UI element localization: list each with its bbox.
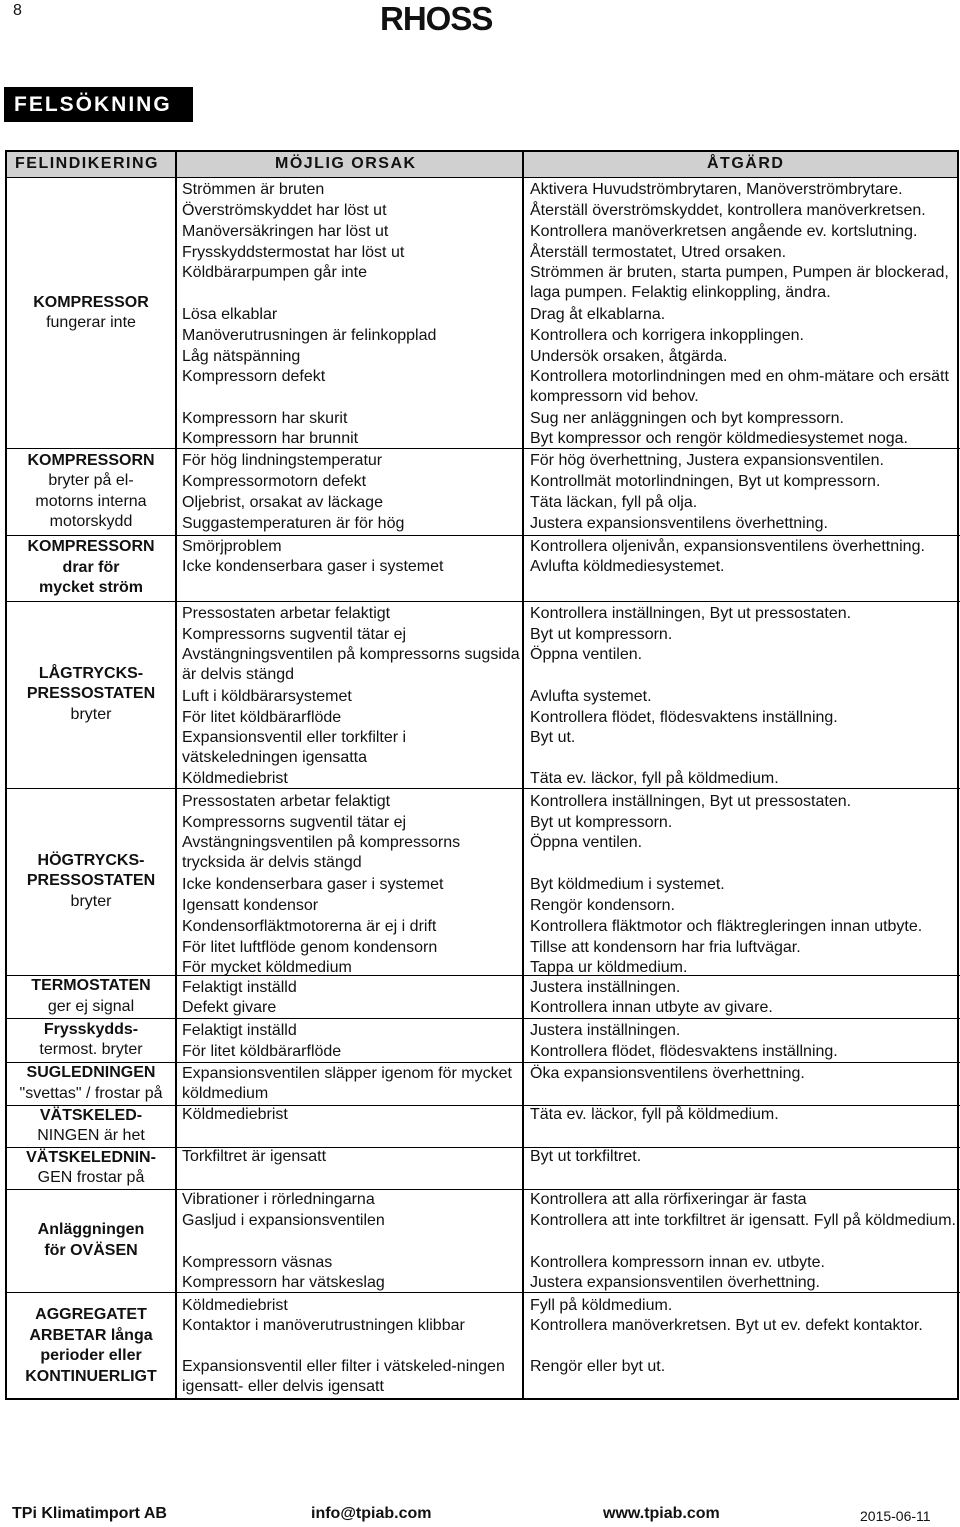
table-row	[7, 1190, 960, 1210]
action-cell: Byt köldmedium i systemet.	[530, 875, 725, 893]
cause-cell: Avstängningsventilen på kompressorns trycksida är delvis stängd	[182, 834, 461, 871]
fault-line: GEN frostar på	[37, 1169, 145, 1186]
fault-group	[7, 601, 960, 789]
footer-website[interactable]: www.tpiab.com	[603, 1505, 720, 1522]
cause-cell: Icke kondenserbara gaser i systemet	[182, 875, 444, 893]
action-cell: Kontrollera inställningen, Byt ut pressostaten.	[530, 604, 852, 622]
action-cell: Avlufta köldmediesystemet.	[530, 558, 725, 575]
cause-cell: Igensatt kondensor	[182, 896, 319, 914]
cause-cell: Icke kondenserbara gaser i systemet	[182, 558, 444, 575]
cause-cell: Torkfiltret är igensatt	[182, 1148, 327, 1165]
table-row	[7, 1147, 960, 1189]
cause-cell: Lösa elkablar	[182, 305, 278, 323]
action-cell: Aktivera Huvudströmbrytaren, Manöverströmbrytare.	[530, 180, 903, 198]
cause-cell: Kontaktor i manöverutrustningen klibbar	[182, 1317, 465, 1334]
fault-line: perioder eller	[40, 1347, 142, 1364]
cause-cell: Låg nätspänning	[182, 347, 301, 365]
action-cell: Öppna ventilen.	[530, 646, 643, 663]
action-cell: För hög överhettning, Justera expansionsventilen.	[530, 451, 884, 469]
cause-cell: Pressostaten arbetar felaktigt	[182, 792, 391, 810]
table-row	[7, 1064, 960, 1104]
table-row	[7, 686, 960, 707]
header-fault: FELINDIKERING	[15, 155, 159, 172]
cause-cell: Expansionsventilen släpper igenom för mycket köldmedium	[182, 1065, 512, 1102]
cause-cell: Expansionsventil eller torkfilter i vätskeledningen igensatta	[182, 729, 407, 766]
action-cell: Återställ överströmskyddet, kontrollera manöverkretsen.	[530, 201, 926, 219]
action-cell: Kontrollera inställningen, Byt ut pressostaten.	[530, 792, 852, 810]
section-title: FELSÖKNING	[4, 87, 193, 122]
page-number: 8	[13, 2, 22, 19]
table-row	[7, 769, 960, 788]
fault-line: TERMOSTATEN	[31, 977, 151, 994]
cause-cell: Kompressorn väsnas	[182, 1253, 333, 1271]
cause-cell: För litet köldbärarflöde	[182, 708, 342, 726]
table-row	[7, 325, 960, 346]
table-row	[7, 263, 960, 303]
table-row	[7, 791, 960, 812]
table-row	[7, 304, 960, 325]
footer-date: 2015-06-11	[860, 1508, 931, 1524]
fault-line: NINGEN är het	[37, 1127, 145, 1144]
table-row	[7, 812, 960, 833]
table-row	[7, 937, 960, 958]
fault-group	[7, 788, 960, 976]
table-row	[7, 557, 960, 601]
cause-cell: Suggastemperaturen är för hög	[182, 514, 405, 532]
table-row	[7, 624, 960, 645]
fault-line: bryter	[70, 892, 112, 910]
fault-line: bryter	[70, 705, 112, 723]
fault-line: ARBETAR långa	[29, 1326, 153, 1344]
action-cell: Återställ termostatet, Utred orsaken.	[530, 243, 787, 261]
cause-cell: Avstängningsventilen på kompressorns sugsida är delvis stängd	[182, 646, 520, 683]
troubleshooting-table	[5, 150, 959, 1400]
action-cell: Byt ut.	[530, 729, 576, 746]
cause-cell: Felaktigt inställd	[182, 978, 297, 996]
fault-line: PRESSOSTATEN	[26, 685, 156, 703]
action-cell: Rengör kondensorn.	[530, 896, 675, 914]
cause-cell: Felaktigt inställd	[182, 1021, 297, 1039]
table-row	[7, 916, 960, 937]
cause-cell: Strömmen är bruten	[182, 180, 325, 198]
action-cell: Strömmen är bruten, starta pumpen, Pumpen är blockerad, laga pumpen. Felaktig elinkoppling, ändra.	[530, 264, 949, 301]
action-cell: Täta ev. läckor, fyll på köldmedium.	[530, 1106, 779, 1123]
cause-cell: Expansionsventil eller filter i vätskeled-ningen igensatt- eller delvis igensatt	[182, 1358, 505, 1395]
action-cell: Rengör eller byt ut.	[530, 1358, 666, 1375]
action-cell: Kontrollera manöverkretsen angående ev. kortslutning.	[530, 222, 918, 240]
header-action: ÅTGÄRD	[707, 155, 785, 172]
fault-line: KOMPRESSOR	[33, 293, 149, 311]
table-row	[7, 1041, 960, 1062]
action-cell: Byt ut kompressorn.	[530, 813, 673, 831]
action-cell: Justera expansionsventilens överhettning.	[530, 514, 828, 532]
cause-cell: Kompressorns sugventil tätar ej	[182, 813, 407, 831]
fault-line: Frysskydds-	[43, 1020, 139, 1038]
table-row	[7, 895, 960, 916]
table-row	[7, 1211, 960, 1251]
cause-cell: Manöversäkringen har löst ut	[182, 222, 389, 240]
fault-group	[7, 1105, 960, 1148]
action-cell: Sug ner anläggningen och byt kompressorn.	[530, 409, 844, 427]
fault-line: SUGLEDNINGEN	[26, 1064, 156, 1081]
table-row	[7, 998, 960, 1018]
fault-line: Anläggningen	[37, 1221, 145, 1238]
fault-line: KOMPRESSORN	[27, 538, 155, 556]
cause-cell: Kompressormotorn defekt	[182, 472, 367, 490]
fault-group	[7, 448, 960, 536]
fault-line: fungerar inte	[46, 314, 136, 331]
action-cell: Kontrollera att alla rörfixeringar är fasta	[530, 1191, 807, 1208]
table-header	[7, 152, 957, 178]
table-row	[7, 1273, 960, 1292]
table-row	[7, 1105, 960, 1147]
cause-cell: För litet köldbärarflöde	[182, 1042, 342, 1060]
fault-line: bryter på el-	[48, 472, 134, 489]
fault-group	[7, 1018, 960, 1063]
table-row	[7, 471, 960, 492]
action-cell: Kontrollera att inte torkfiltret är igensatt. Fyll på köldmedium.	[530, 1212, 956, 1229]
table-row	[7, 429, 960, 448]
cause-cell: För litet luftflöde genom kondensorn	[182, 938, 438, 956]
cause-cell: Vibrationer i rörledningarna	[182, 1191, 375, 1208]
fault-line: motorns interna	[35, 492, 147, 510]
action-cell: Justera inställningen.	[530, 1021, 681, 1039]
table-row	[7, 1252, 960, 1273]
fault-group	[7, 1147, 960, 1190]
fault-line: KONTINUERLIGT	[25, 1367, 157, 1385]
fault-line: LÅGTRYCKS-	[38, 664, 144, 682]
cause-cell: Köldmediebrist	[182, 1106, 288, 1123]
action-cell: Justera inställningen.	[530, 978, 681, 996]
table-row	[7, 408, 960, 429]
fault-line: KOMPRESSORN	[27, 451, 155, 469]
action-cell: Tillse att kondensorn har fria luftvägar.	[530, 938, 801, 956]
action-cell: Täta läckan, fyll på olja.	[530, 493, 698, 511]
table-row	[7, 603, 960, 624]
action-cell: Tappa ur köldmedium.	[530, 959, 688, 976]
cause-cell: För hög lindningstemperatur	[182, 451, 383, 469]
cause-cell: Luft i köldbärarsystemet	[182, 687, 352, 705]
fault-line: termost. bryter	[39, 1041, 143, 1058]
table-row	[7, 242, 960, 263]
action-cell: Undersök orsaken, åtgärda.	[530, 347, 728, 365]
cause-cell: Frysskyddstermostat har löst ut	[182, 243, 405, 261]
table-row	[7, 1020, 960, 1041]
table-row	[7, 977, 960, 998]
table-row	[7, 179, 960, 200]
fault-line: drar för	[62, 558, 120, 576]
cause-cell: Manöverutrusningen är felinkopplad	[182, 326, 437, 344]
action-cell: Öppna ventilen.	[530, 834, 643, 851]
cause-cell: Kompressorns sugventil tätar ej	[182, 625, 407, 643]
fault-line: HÖGTRYCKS-	[37, 851, 145, 869]
fault-line: mycket ström	[38, 579, 144, 597]
table-row	[7, 1357, 960, 1399]
fault-line: för OVÄSEN	[44, 1241, 138, 1259]
cause-cell: Gasljud i expansionsventilen	[182, 1212, 385, 1229]
cause-cell: Kompressorn defekt	[182, 368, 326, 385]
action-cell: Kontrollera flödet, flödesvaktens inställning.	[530, 1042, 838, 1060]
table-row	[7, 728, 960, 768]
cause-cell: Köldmediebrist	[182, 770, 288, 787]
table-row	[7, 513, 960, 534]
action-cell: Kontrollera innan utbyte av givare.	[530, 999, 773, 1016]
table-row	[7, 346, 960, 367]
action-cell: Kontrollera kompressorn innan ev. utbyte.	[530, 1253, 825, 1271]
cause-cell: Oljebrist, orsakat av läckage	[182, 493, 383, 511]
fault-group	[7, 975, 960, 1019]
action-cell: Drag åt elkablarna.	[530, 305, 666, 323]
table-row	[7, 874, 960, 895]
brand-logo: RHOSS	[380, 0, 493, 37]
action-cell: Byt ut kompressorn.	[530, 625, 673, 643]
fault-line: "svettas" / frostar på	[19, 1084, 163, 1102]
cause-cell: Kompressorn har vätskeslag	[182, 1274, 385, 1291]
fault-group	[7, 178, 960, 449]
header-cause: MÖJLIG ORSAK	[275, 155, 417, 172]
action-cell: Kontrollmät motorlindningen, Byt ut kompressorn.	[530, 472, 881, 490]
table-row	[7, 1316, 960, 1356]
fault-line: ger ej signal	[47, 997, 135, 1015]
table-row	[7, 221, 960, 242]
table-row	[7, 200, 960, 221]
table-row	[7, 958, 960, 975]
cause-cell: Överströmskyddet har löst ut	[182, 201, 387, 219]
table-row	[7, 1295, 960, 1316]
table-row	[7, 645, 960, 685]
cause-cell: Köldmediebrist	[182, 1296, 288, 1314]
action-cell: Öka expansionsventilens överhettning.	[530, 1065, 805, 1082]
table-row	[7, 367, 960, 407]
action-cell: Byt kompressor och rengör köldmediesystemet noga.	[530, 430, 908, 447]
fault-line: PRESSOSTATEN	[26, 872, 156, 890]
cause-cell: Smörjproblem	[182, 537, 282, 555]
cause-cell: För mycket köldmedium	[182, 959, 352, 976]
cause-cell: Köldbärarpumpen går inte	[182, 264, 368, 281]
cause-cell: Pressostaten arbetar felaktigt	[182, 604, 391, 622]
action-cell: Kontrollera manöverkretsen. Byt ut ev. defekt kontaktor.	[530, 1317, 923, 1334]
action-cell: Kontrollera och korrigera inkopplingen.	[530, 326, 804, 344]
table-row	[7, 833, 960, 873]
action-cell: Kontrollera motorlindningen med en ohm-mätare och ersätt kompressorn vid behov.	[530, 368, 949, 405]
action-cell: Kontrollera oljenivån, expansionsventilens överhettning.	[530, 537, 925, 555]
action-cell: Justera expansionsventilen överhettning.	[530, 1274, 820, 1291]
action-cell: Täta ev. läckor, fyll på köldmedium.	[530, 770, 779, 787]
cause-cell: Kondensorfläktmotorerna är ej i drift	[182, 917, 437, 935]
fault-group	[7, 535, 960, 602]
footer-company: TPi Klimatimport AB	[12, 1505, 167, 1522]
fault-group	[7, 1189, 960, 1293]
action-cell: Avlufta systemet.	[530, 687, 652, 705]
table-row	[7, 707, 960, 728]
action-cell: Kontrollera flödet, flödesvaktens inställning.	[530, 708, 838, 726]
cause-cell: Defekt givare	[182, 999, 277, 1016]
table-row	[7, 492, 960, 513]
table-row	[7, 450, 960, 471]
fault-line: motorskydd	[49, 513, 133, 530]
action-cell: Byt ut torkfiltret.	[530, 1148, 642, 1165]
action-cell: Kontrollera fläktmotor och fläktregleringen innan utbyte.	[530, 917, 923, 935]
fault-group	[7, 1292, 960, 1400]
cause-cell: Kompressorn har brunnit	[182, 430, 359, 447]
table-row	[7, 536, 960, 557]
fault-line: VÄTSKELED-	[39, 1106, 143, 1124]
footer-email[interactable]: info@tpiab.com	[311, 1505, 432, 1522]
fault-group	[7, 1062, 960, 1106]
cause-cell: Kompressorn har skurit	[182, 409, 348, 427]
action-cell: Fyll på köldmedium.	[530, 1296, 673, 1314]
fault-line: AGGREGATET	[35, 1306, 147, 1323]
fault-line: VÄTSKELEDNIN-	[26, 1148, 156, 1166]
